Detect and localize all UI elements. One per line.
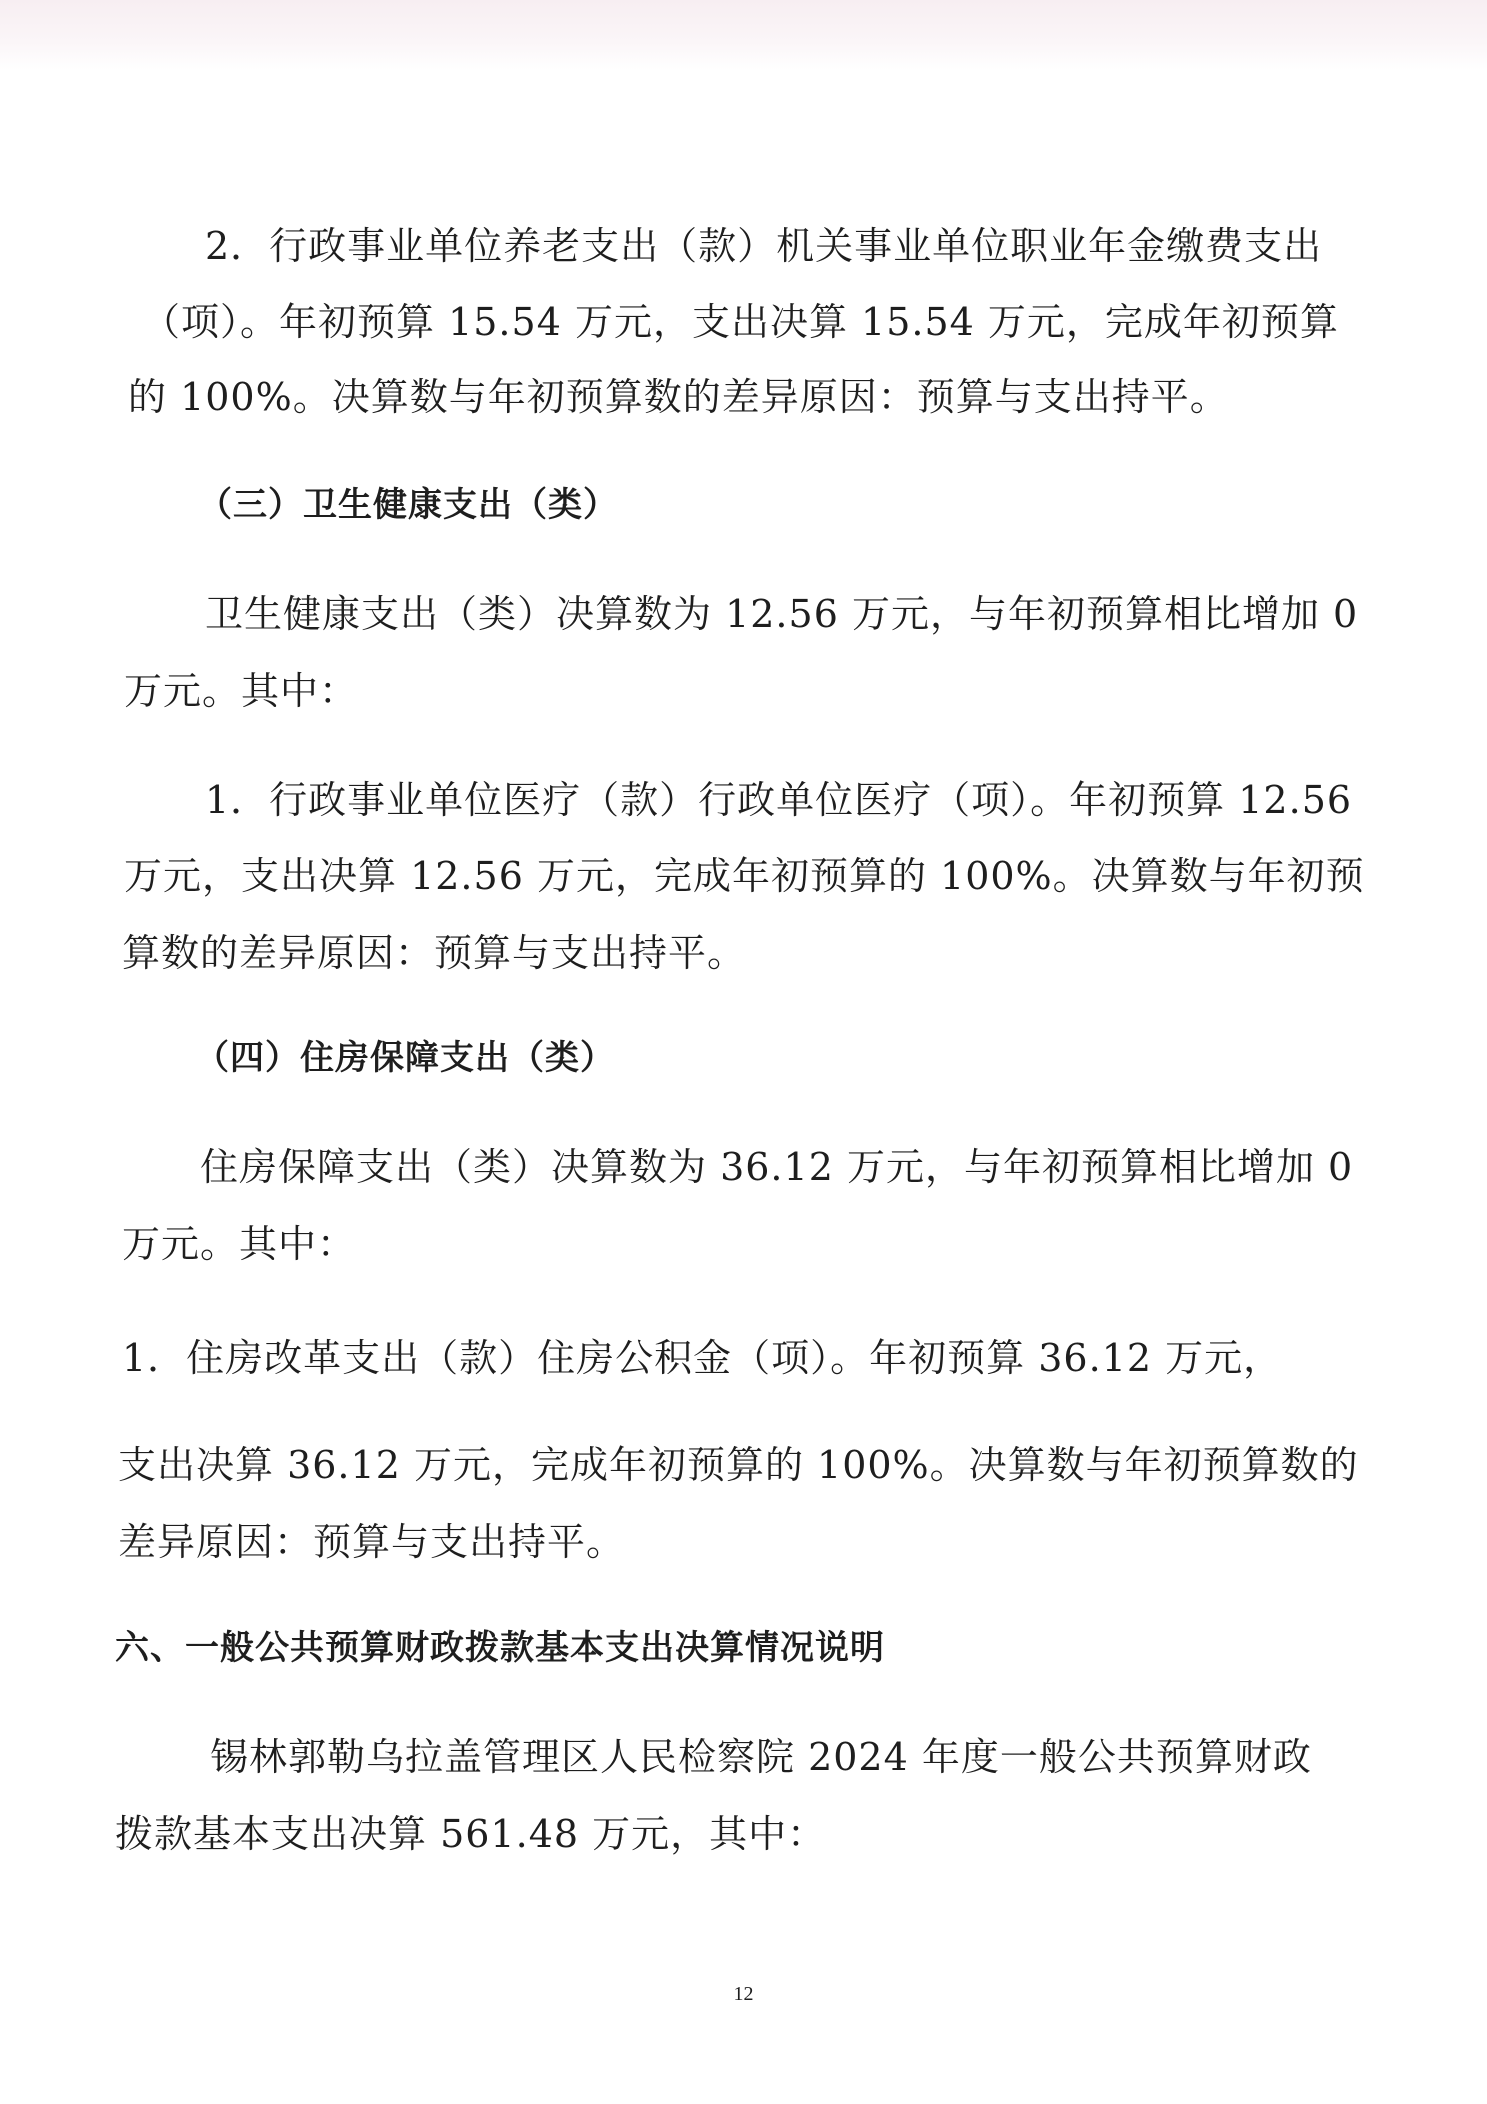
paragraph-line: 万元，支出决算 12.56 万元，完成年初预算的 100%。决算数与年初预 — [124, 854, 1365, 898]
paragraph-line: 算数的差异原因：预算与支出持平。 — [122, 931, 747, 975]
section-heading-health: （三）卫生健康支出（类） — [198, 485, 618, 525]
paragraph-line: 支出决算 36.12 万元，完成年初预算的 100%。决算数与年初预算数的 — [118, 1443, 1359, 1487]
paragraph-line: 锡林郭勒乌拉盖管理区人民检察院 2024 年度一般公共预算财政 — [210, 1735, 1312, 1779]
section-heading-basic-expenditure: 六、一般公共预算财政拨款基本支出决算情况说明 — [115, 1628, 885, 1668]
section-heading-housing: （四）住房保障支出（类） — [195, 1038, 615, 1078]
paragraph-line: 万元。其中： — [124, 669, 359, 713]
paragraph-line: 拨款基本支出决算 561.48 万元，其中： — [115, 1812, 827, 1856]
paragraph-line: 万元。其中： — [122, 1222, 357, 1266]
paragraph-line: 的 100%。决算数与年初预算数的差异原因：预算与支出持平。 — [128, 375, 1229, 419]
paragraph-line: 住房保障支出（类）决算数为 36.12 万元，与年初预算相比增加 0 — [200, 1145, 1354, 1189]
paragraph-line: 2．行政事业单位养老支出（款）机关事业单位职业年金缴费支出 — [205, 224, 1323, 268]
paragraph-line: 卫生健康支出（类）决算数为 12.56 万元，与年初预算相比增加 0 — [205, 592, 1359, 636]
page-number: 12 — [733, 1983, 754, 2005]
scan-top-edge — [0, 0, 1487, 70]
paragraph-line: 差异原因：预算与支出持平。 — [118, 1520, 626, 1564]
paragraph-line: （项）。年初预算 15.54 万元，支出决算 15.54 万元，完成年初预算 — [142, 300, 1339, 344]
paragraph-line: 1．行政事业单位医疗（款）行政单位医疗（项）。年初预算 12.56 — [205, 778, 1353, 822]
paragraph-line: 1．住房改革支出（款）住房公积金（项）。年初预算 36.12 万元， — [122, 1336, 1283, 1380]
